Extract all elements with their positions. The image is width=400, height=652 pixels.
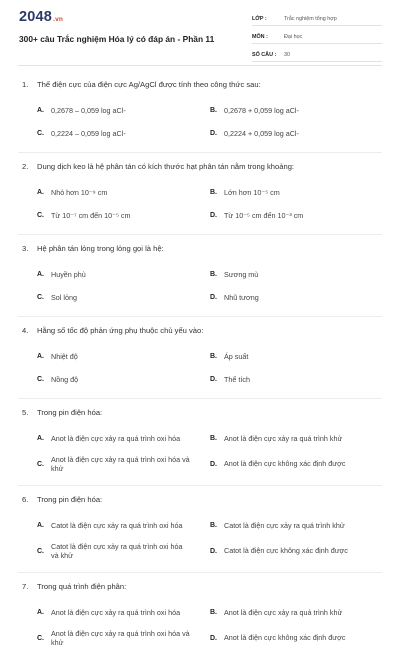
question-number: 7. — [22, 582, 29, 591]
answer-option-d[interactable] — [210, 286, 383, 309]
question-divider — [18, 485, 382, 486]
option-key: D. — [210, 130, 217, 137]
answer-options — [37, 181, 382, 227]
logo-text: 2048 — [19, 9, 53, 25]
answer-option-a[interactable] — [37, 99, 210, 122]
answer-option-c[interactable] — [37, 368, 210, 391]
meta-label: LỚP : — [252, 15, 267, 22]
answer-option-d[interactable] — [210, 537, 383, 565]
question-list — [0, 80, 400, 652]
option-key: D. — [210, 547, 217, 555]
option-text: Áp suất — [224, 351, 249, 361]
meta-row-class — [252, 12, 382, 26]
answer-option-c[interactable] — [37, 537, 210, 565]
option-key: B. — [210, 435, 217, 442]
answer-options — [37, 601, 382, 652]
meta-label: MÔN : — [252, 33, 268, 40]
answer-option-a[interactable] — [37, 181, 210, 204]
answer-option-b[interactable] — [210, 601, 383, 624]
option-text: Sương mù — [224, 269, 259, 279]
answer-option-a[interactable] — [37, 601, 210, 624]
question-4 — [0, 326, 400, 391]
question-divider — [18, 316, 382, 317]
option-key: B. — [210, 107, 217, 114]
meta-row-count — [252, 48, 382, 62]
header-divider — [18, 65, 382, 66]
option-text: Anot là điện cực xảy ra quá trình oxi hóa — [51, 607, 181, 617]
option-text: Catot là điện cực xảy ra quá trình oxi hóa — [51, 520, 183, 530]
answer-option-c[interactable] — [37, 624, 210, 652]
meta-label: SỐ CÂU : — [252, 51, 277, 58]
question-text: Hằng số tốc độ phản ứng phụ thuộc chủ yếu vào: — [37, 326, 204, 335]
option-text: Anot là điện cực xảy ra quá trình khử — [224, 433, 343, 443]
answer-options — [37, 514, 382, 565]
answer-options — [37, 345, 382, 391]
answer-option-b[interactable] — [210, 514, 383, 537]
option-text: 0,2678 + 0,059 log aCl- — [224, 105, 299, 115]
site-logo[interactable] — [19, 9, 63, 28]
question-text: Trong quá trình điện phân: — [37, 582, 127, 591]
option-text: Anot là điện cực xảy ra quá trình oxi hóa và khử — [51, 628, 190, 647]
option-text: Từ 10⁻⁷ cm đến 10⁻⁵ cm — [51, 210, 131, 220]
option-text: Anot là điện cực xảy ra quá trình khử — [224, 607, 343, 617]
option-text: Từ 10⁻⁵ cm đến 10⁻³ cm — [224, 210, 304, 220]
option-key: D. — [210, 634, 217, 642]
answer-option-a[interactable] — [37, 345, 210, 368]
option-text: Nhỏ hơn 10⁻⁹ cm — [51, 187, 108, 197]
answer-option-a[interactable] — [37, 514, 210, 537]
option-text: Huyền phù — [51, 269, 86, 279]
option-key: A. — [37, 522, 44, 529]
option-key: D. — [210, 376, 217, 383]
question-header — [22, 162, 382, 181]
question-number: 1. — [22, 80, 29, 89]
question-divider — [18, 398, 382, 399]
option-key: C. — [37, 130, 44, 137]
question-number: 3. — [22, 244, 29, 253]
option-text: Nhũ tương — [224, 292, 259, 302]
meta-value: Trắc nghiệm tổng hợp — [284, 15, 337, 22]
meta-row-subject — [252, 30, 382, 44]
option-text: Catot là điện cực xảy ra quá trình khử — [224, 520, 345, 530]
document-title: 300+ câu Trắc nghiệm Hóa lý có đáp án - Phần 11 — [19, 34, 215, 44]
answer-options — [37, 99, 382, 145]
answer-option-b[interactable] — [210, 99, 383, 122]
question-divider — [18, 234, 382, 235]
answer-option-d[interactable] — [210, 368, 383, 391]
answer-option-a[interactable] — [37, 263, 210, 286]
option-text: Lớn hơn 10⁻⁵ cm — [224, 187, 280, 197]
question-number: 2. — [22, 162, 29, 171]
option-key: D. — [210, 212, 217, 219]
answer-option-d[interactable] — [210, 204, 383, 227]
question-number: 5. — [22, 408, 29, 417]
question-1 — [0, 80, 400, 145]
question-header — [22, 582, 382, 601]
question-header — [22, 244, 382, 263]
question-text: Trong pin điện hóa: — [37, 408, 103, 417]
question-header — [22, 495, 382, 514]
option-key: B. — [210, 189, 217, 196]
option-text: Catot là điện cực xảy ra quá trình oxi hóa và khử — [51, 541, 183, 560]
question-header — [22, 80, 382, 99]
answer-option-b[interactable] — [210, 345, 383, 368]
question-5 — [0, 408, 400, 478]
option-key: C. — [37, 460, 44, 468]
question-text: Thế điện cực của điện cực Ag/AgCl được tính theo công thức sau: — [37, 80, 261, 89]
option-key: A. — [37, 609, 44, 616]
option-text: Anot là điện cực không xác định được — [224, 459, 346, 469]
option-text: 0,2224 + 0,059 log aCl- — [224, 128, 299, 138]
answer-option-c[interactable] — [37, 122, 210, 145]
option-text: Nồng độ — [51, 374, 79, 384]
answer-option-d[interactable] — [210, 122, 383, 145]
question-text: Dung dịch keo là hệ phân tán có kích thước hạt phân tán nằm trong khoảng: — [37, 162, 295, 171]
option-key: A. — [37, 107, 44, 114]
option-key: D. — [210, 294, 217, 301]
answer-option-b[interactable] — [210, 427, 383, 450]
question-3 — [0, 244, 400, 309]
option-key: C. — [37, 294, 44, 301]
option-text: Anot là điện cực xảy ra quá trình oxi hóa — [51, 433, 181, 443]
question-6 — [0, 495, 400, 565]
document-meta — [252, 12, 382, 66]
option-text: Anot là điện cực xảy ra quá trình oxi hóa và khử — [51, 454, 190, 473]
answer-options — [37, 427, 382, 478]
question-7 — [0, 582, 400, 652]
question-divider — [18, 152, 382, 153]
question-text: Trong pin điện hóa: — [37, 495, 103, 504]
option-key: B. — [210, 353, 217, 360]
question-2 — [0, 162, 400, 227]
answer-option-d[interactable] — [210, 450, 383, 478]
option-key: B. — [210, 271, 217, 278]
option-key: C. — [37, 212, 44, 219]
option-key: C. — [37, 376, 44, 383]
answer-option-b[interactable] — [210, 181, 383, 204]
meta-value: 30 — [284, 51, 290, 58]
document-header — [0, 0, 400, 62]
option-key: B. — [210, 609, 217, 616]
option-text: Anot là điện cực không xác định được — [224, 633, 346, 643]
option-text: 0,2224 – 0,059 log aCl- — [51, 128, 126, 138]
option-key: A. — [37, 435, 44, 442]
answer-option-c[interactable] — [37, 204, 210, 227]
meta-value: Đại học — [284, 33, 303, 40]
question-text: Hệ phân tán lỏng trong lỏng gọi là hệ: — [37, 244, 164, 253]
option-key: A. — [37, 189, 44, 196]
question-number: 6. — [22, 495, 29, 504]
option-key: A. — [37, 271, 44, 278]
option-key: C. — [37, 547, 44, 555]
answer-option-d[interactable] — [210, 624, 383, 652]
question-header — [22, 408, 382, 427]
option-key: C. — [37, 634, 44, 642]
answer-option-c[interactable] — [37, 450, 210, 478]
option-text: Sol lỏng — [51, 292, 77, 302]
answer-option-b[interactable] — [210, 263, 383, 286]
option-key: B. — [210, 522, 217, 529]
question-divider — [18, 572, 382, 573]
answer-options — [37, 263, 382, 309]
option-text: Nhiệt độ — [51, 351, 78, 361]
logo-suffix: .vn — [53, 16, 64, 23]
answer-option-c[interactable] — [37, 286, 210, 309]
option-text: 0,2678 – 0,059 log aCl- — [51, 105, 126, 115]
question-number: 4. — [22, 326, 29, 335]
option-text: Catot là điện cực không xác định được — [224, 546, 348, 556]
option-key: D. — [210, 460, 217, 468]
answer-option-a[interactable] — [37, 427, 210, 450]
option-key: A. — [37, 353, 44, 360]
option-text: Thể tích — [224, 374, 250, 384]
question-header — [22, 326, 382, 345]
